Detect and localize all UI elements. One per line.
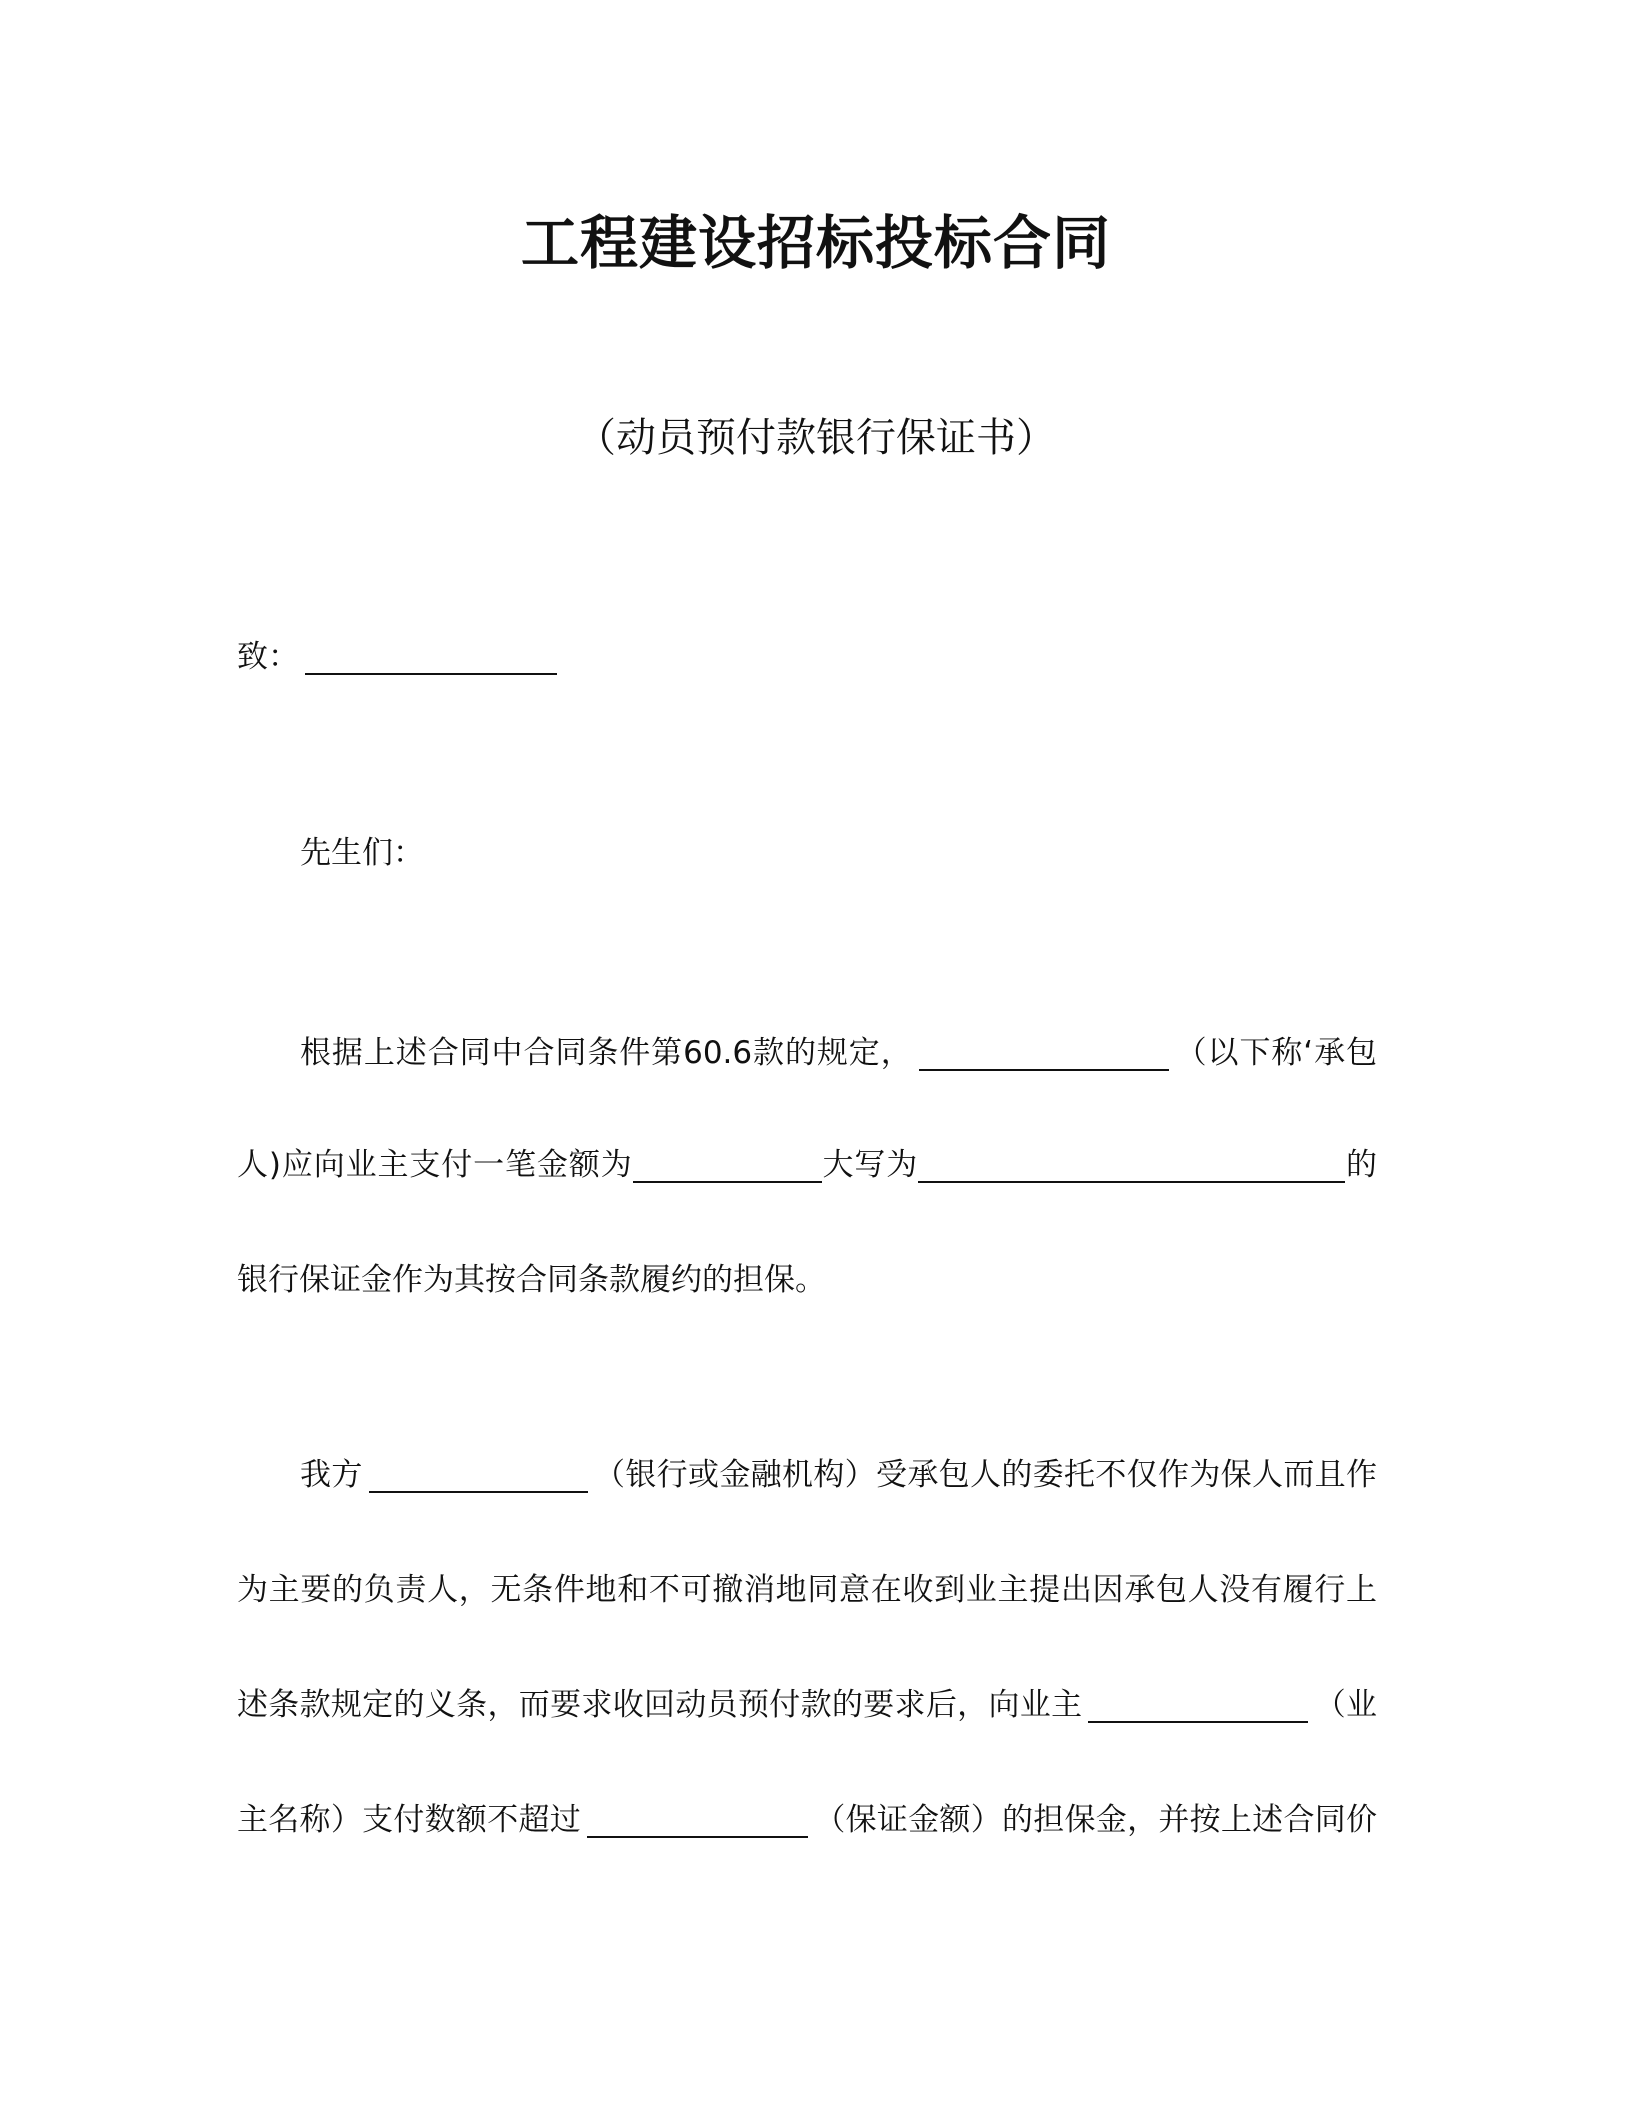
para2-line4	[237, 1800, 1377, 1840]
recipient-line	[237, 637, 1377, 677]
para1-line2	[237, 1145, 1377, 1185]
para2-text: （业	[1314, 1687, 1378, 1723]
para2-text: （银行或金融机构）受承包人的委托不仅作为保人而且作	[593, 1457, 1378, 1493]
para1-line1	[300, 1033, 1377, 1073]
para2-text: 主名称）支付数额不超过	[237, 1802, 582, 1838]
para2-line2: 为主要的负责人，无条件地和不可撤消地同意在收到业主提出因承包人没有履行上	[237, 1572, 1377, 1608]
para2-line1	[300, 1455, 1377, 1495]
para2-text: 我方	[300, 1457, 363, 1493]
para1-text: 的	[1345, 1147, 1378, 1183]
para1-line3: 银行保证金作为其按合同条款履约的担保。	[237, 1262, 826, 1298]
guarantee-amount-blank[interactable]	[587, 1802, 808, 1838]
owner-blank[interactable]	[1088, 1687, 1308, 1723]
para2-line3	[237, 1685, 1377, 1725]
recipient-blank[interactable]	[305, 639, 557, 675]
contractor-blank[interactable]	[919, 1035, 1169, 1071]
amount-blank[interactable]	[633, 1147, 822, 1183]
para1-text: 大写为	[821, 1147, 919, 1183]
bank-blank[interactable]	[369, 1457, 588, 1493]
document-title: 工程建设招标投标合同	[520, 209, 1111, 277]
para1-text: （以下称‘承包	[1174, 1035, 1377, 1071]
para1-text: 人)应向业主支付一笔金额为	[237, 1147, 633, 1183]
amount-words-blank[interactable]	[918, 1147, 1345, 1183]
document-subtitle: （动员预付款银行保证书）	[576, 415, 1056, 461]
para2-text: （保证金额）的担保金，并按上述合同价	[814, 1802, 1378, 1838]
para2-text: 述条款规定的义条，而要求收回动员预付款的要求后，向业主	[237, 1687, 1083, 1723]
para1-text: 根据上述合同中合同条件第60.6款的规定，	[300, 1035, 913, 1071]
salutation: 先生们：	[300, 835, 424, 871]
to-label: 致：	[237, 639, 299, 675]
